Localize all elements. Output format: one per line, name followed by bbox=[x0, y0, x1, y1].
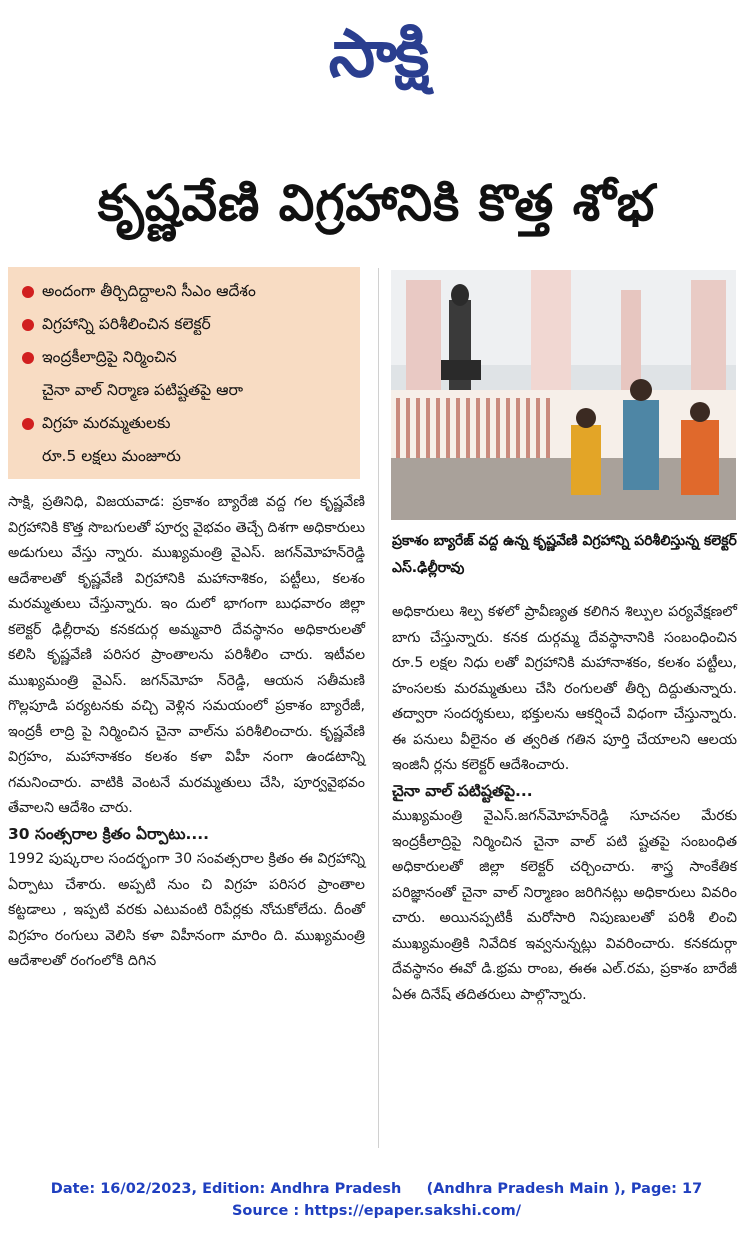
article-paragraph: ముఖ్యమంత్రి వైఎస్.జగన్‌మోహన్‌రెడ్డి సూచనల మేరకు ఇంద్రకీలాద్రిపై నిర్మించిన చైనా వాల్ పటి ష్టతపై సంబంధిత అధికారులతో జిల్లా కలెక్టర్ చర్చించారు. శాస్త్ర సాంకేతిక పరిజ్ఞానంతో చైనా వాల్ నిర్మాణం జరిగినట్లు అధికారులు వివరిం చారు. అయినప్పటికీ మరోసారి నిపుణులతో పరిశీ లించి ముఖ్యమంత్రికి నివేదిక ఇవ్వనున్నట్లు వివరించారు. కనకదుర్గా దేవస్థానం ఈవో డి.భ్రమ రాంబ, ఈఈ ఎల్.రమ, ప్రకాశం బారేజీ ఏఈ దినేష్ తదితరులు పాల్గొన్నారు. bbox=[392, 808, 737, 1003]
bullet-icon bbox=[22, 319, 34, 331]
highlights-box bbox=[8, 267, 360, 479]
sakshi-logo bbox=[278, 8, 478, 100]
bullet-icon bbox=[22, 418, 34, 430]
article-paragraph: 1992 పుష్కరాల సందర్భంగా 30 సంవత్సరాల క్రితం ఈ విగ్రహాన్ని ఏర్పాటు చేశారు. అప్పటి నుం చి విగ్రహ పరిసర ప్రాంతాల కట్టడాలు , ఇప్పటి వరకు ఎటువంటి రిపేర్లకు నోచుకోలేదు. దీంతో విగ్రహం రంగులు వెలిసి కళా విహీనంగా మారిం ది. ముఖ్యమంత్రి ఆదేశాలతో రంగంలోకి దిగిన bbox=[8, 851, 365, 969]
bullet-icon bbox=[22, 286, 34, 298]
highlight-text: విగ్రహ మరమ్మతులకు bbox=[42, 414, 171, 432]
article-subheading: చైనా వాల్ పటిష్టతపై... bbox=[392, 781, 533, 800]
photo-caption: ప్రకాశం బ్యారేజ్ వద్ద ఉన్న కృష్ణవేణి విగ్రహాన్ని పరిశీలిస్తున్న కలెక్టర్ ఎస్.ఢిల్లీరావు bbox=[392, 533, 737, 576]
column-divider bbox=[378, 268, 379, 1148]
article-photo bbox=[391, 270, 736, 520]
article-column-right bbox=[392, 600, 737, 1150]
article-paragraph: అధికారులు శిల్ప కళలో ప్రావీణ్యత కలిగిన శిల్పుల పర్యవేక్షణలో బాగు చేస్తున్నారు. కనక దుర్గమ్మ దేవస్థానానికి సంబంధించిన రూ.5 లక్షల నిధు లతో విగ్రహానికి మహానాశకం, కలశం పట్టీలు, హంసలకు మరమ్మతులు చేసి రంగులతో తీర్చి దిద్దుతున్నారు. తద్వారా సందర్శకులు, భక్తులను ఆకర్షించే విధంగా చేస్తున్నారు. ఈ పనులు వీలైనం త త్వరిత గతిన పూర్తి చేయాలని ఆలయ ఇంజినీ ర్లను కలెక్టర్ ఆదేశించారు. bbox=[392, 604, 737, 773]
footer-source: Source : https://epaper.sakshi.com/ bbox=[231, 1203, 522, 1219]
highlight-text-continued: రూ.5 లక్షలు మంజూరు bbox=[42, 447, 181, 465]
footer-date-edition: Date: 16/02/2023, Edition: Andhra Pradesh (Andhra Pradesh Main ), Page: 17 bbox=[50, 1181, 703, 1197]
highlight-text-continued: చైనా వాల్ నిర్మాణ పటిష్టతపై ఆరా bbox=[42, 381, 243, 399]
bullet-icon bbox=[22, 352, 34, 364]
highlight-text: ఇంద్రకీలాద్రిపై నిర్మించిన bbox=[42, 348, 177, 366]
photo-illustration bbox=[391, 270, 736, 520]
article-subheading: 30 సంత్సరాల క్రితం ఏర్పాటు.... bbox=[8, 824, 210, 843]
article-headline: కృష్ణవేణి విగ్రహానికి కొత్త శోభ bbox=[97, 174, 656, 232]
masthead bbox=[0, 0, 753, 110]
highlight-item bbox=[20, 407, 352, 473]
page-footer bbox=[0, 1178, 753, 1222]
highlight-item bbox=[20, 341, 352, 407]
highlight-text: విగ్రహాన్ని పరిశీలించిన కలెక్టర్ bbox=[42, 315, 211, 333]
highlight-item bbox=[20, 275, 352, 308]
highlight-text: అందంగా తీర్చిదిద్దాలని సీఎం ఆదేశం bbox=[42, 282, 256, 300]
article-column-left bbox=[8, 490, 365, 1150]
logo-text: సాక్షి bbox=[328, 15, 428, 92]
article-paragraph: సాక్షి, ప్రతినిధి, విజయవాడ: ప్రకాశం బ్యారేజి వద్ద గల కృష్ణవేణి విగ్రహానికి కొత్త సొబగులతో పూర్వ వైభవం తెచ్చే దిశగా అధికారులు అడుగులు వేస్తు న్నారు. ముఖ్యమంత్రి వైఎస్. జగన్‌మోహన్‌రెడ్డి ఆదేశాలతో కృష్ణవేణి విగ్రహానికి మహానాశికం, పట్టీలు, కలశం మరమ్మతులు చేస్తున్నారు. ఇం దులో భాగంగా బుధవారం జిల్లా కలెక్టర్ ఢిల్లీరావు కనకదుర్గ అమ్మవారి దేవస్థానం అధికారులతో కలిసి కృష్ణవేణి పరిసర ప్రాంతాలను పరిశీలిం చారు. ఇటీవల ముఖ్యమంత్రి వైఎస్. జగన్‌మోహ న్‌రెడ్డి, ఆయన సతీమణి గొల్లపూడి పర్యటనకు వచ్చి వెళ్లిన సమయంలో ప్రకాశం బ్యారేజీ, ఇంద్రకీ లాద్రి పై నిర్మించిన చైనా వాల్‌ను పరిశీలించారు. కృష్ణవేణి విగ్రహం, మహానాశకం కలశం కళా విహీ నంగా ఉండటాన్ని గమనించారు. వాటికి వెంటనే మరమ్మతులు చేసి, పూర్వవైభవం తేవాలని ఆదేశిం చారు. bbox=[8, 494, 365, 816]
highlight-item bbox=[20, 308, 352, 341]
